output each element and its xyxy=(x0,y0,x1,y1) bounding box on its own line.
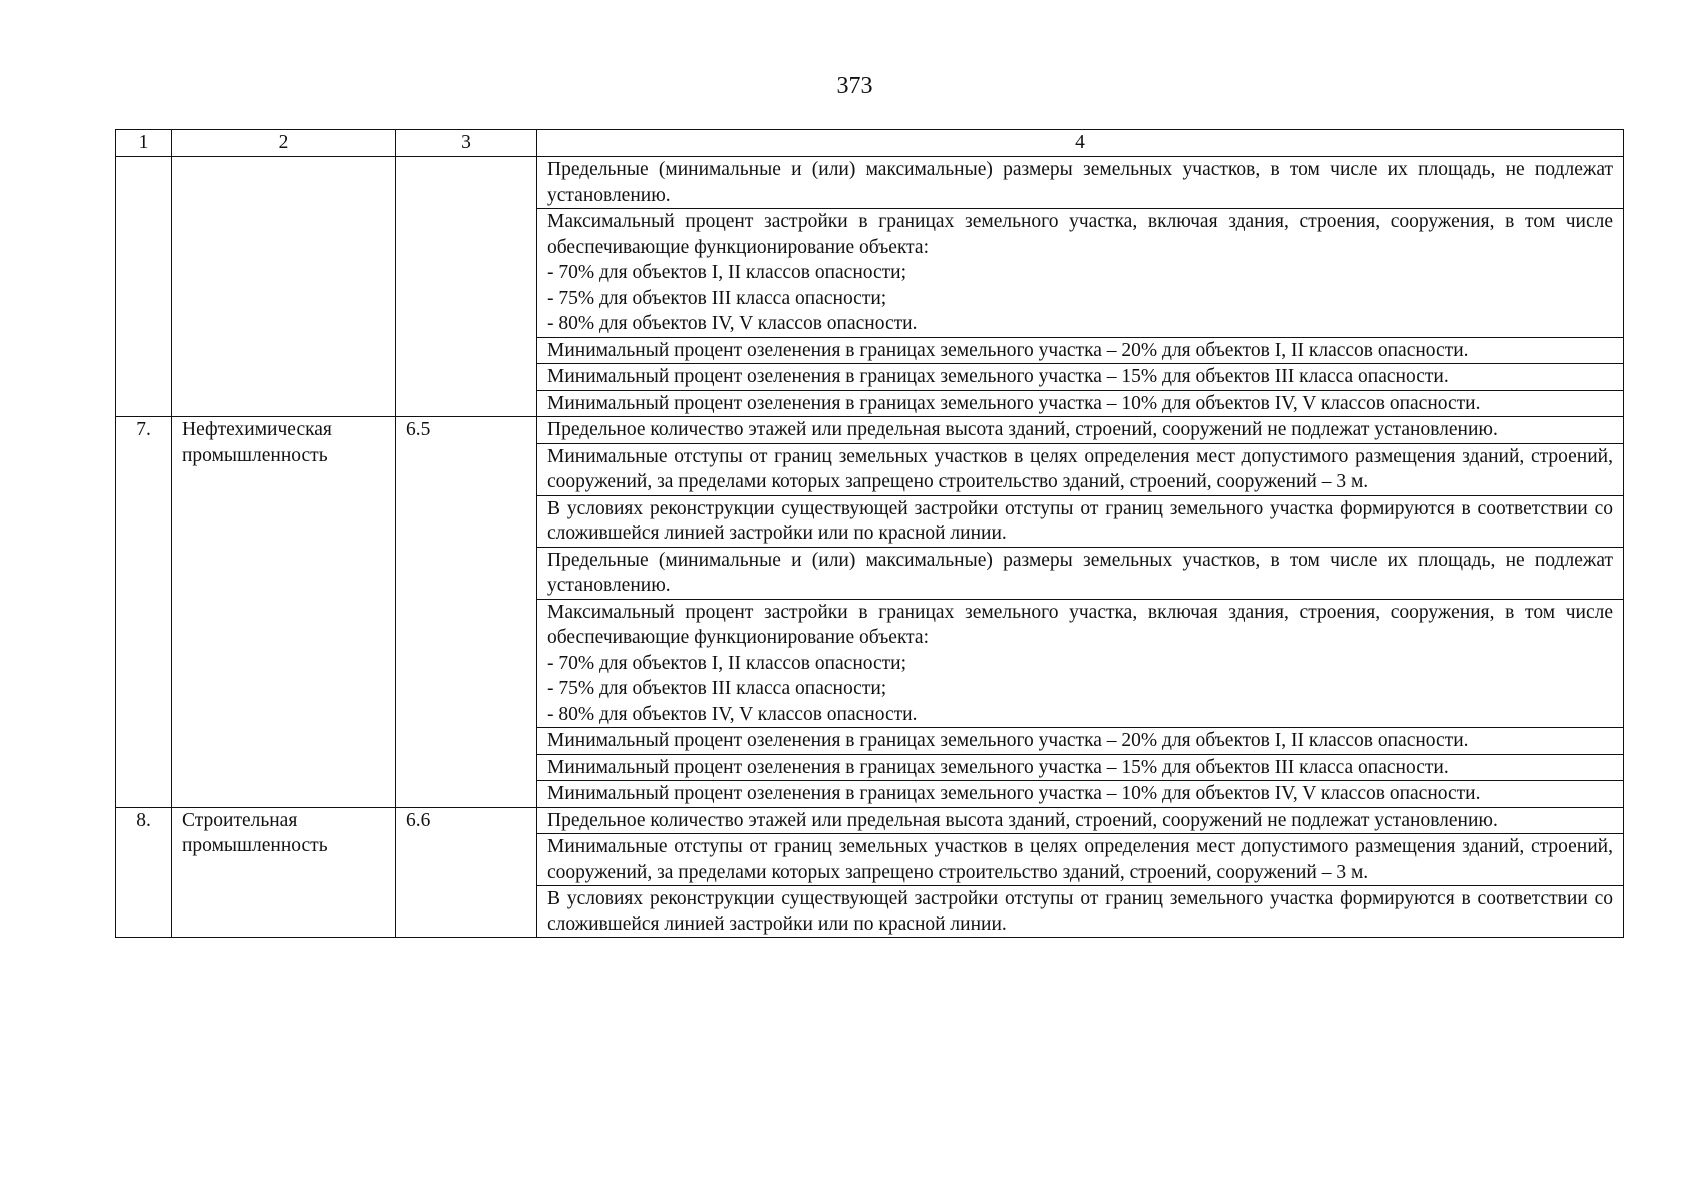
requirement-text: Минимальный процент озеленения в границах земельного участка – 20% для объектов I, II классов опасности. xyxy=(547,339,1469,361)
requirement-text xyxy=(547,600,1613,728)
requirement-text: Минимальный процент озеленения в границах земельного участка – 10% для объектов IV, V классов опасности. xyxy=(547,783,1481,804)
requirement-cell xyxy=(537,443,1624,495)
table-body xyxy=(116,157,1624,938)
requirement-cell xyxy=(537,417,1624,444)
requirement-cell xyxy=(537,209,1624,338)
requirement-cell xyxy=(537,834,1624,886)
use-code: 6.5 xyxy=(396,417,537,808)
requirement-text: Минимальный процент озеленения в границах земельного участка – 20% для объектов I, II классов опасности. xyxy=(547,730,1469,751)
requirement-line: - 75% для объектов III класса опасности; xyxy=(547,678,887,699)
requirement-cell xyxy=(537,728,1624,755)
row-number: 8. xyxy=(116,807,172,938)
row-number xyxy=(116,157,172,417)
requirement-text: Минимальные отступы от границ земельных участков в целях определения мест допустимого размещения зданий, строений, сооружений, за пределами которых запрещено строительство зданий, строений, сооружений – 3 м. xyxy=(547,445,1613,492)
requirement-cell xyxy=(537,157,1624,209)
use-name xyxy=(172,157,396,417)
requirement-text: В условиях реконструкции существующей застройки отступы от границ земельного участка формируются в соответствии со сложившейся линией застройки или по красной линии. xyxy=(547,888,1613,935)
requirement-line: Максимальный процент застройки в границах земельного участка, включая здания, строения, сооружения, в том числе обеспечивающие функционирование объекта: xyxy=(547,211,1613,258)
use-code xyxy=(396,157,537,417)
requirement-text: Минимальный процент озеленения в границах земельного участка – 15% для объектов III класса опасности. xyxy=(547,366,1449,387)
row-number: 7. xyxy=(116,417,172,808)
header-col-2: 2 xyxy=(172,130,396,157)
header-col-1: 1 xyxy=(116,130,172,157)
use-name: Строительная промышленность xyxy=(172,807,396,938)
requirement-line: - 80% для объектов IV, V классов опасности. xyxy=(547,313,918,334)
use-code: 6.6 xyxy=(396,807,537,938)
requirement-cell xyxy=(537,781,1624,808)
regulations-table xyxy=(115,129,1624,938)
requirement-text: Предельные (минимальные и (или) максимальные) размеры земельных участков, в том числе их площадь, не подлежат установлению. xyxy=(547,159,1613,206)
requirement-cell xyxy=(537,495,1624,547)
requirement-text: Минимальный процент озеленения в границах земельного участка – 15% для объектов III класса опасности. xyxy=(547,756,1449,778)
requirement-cell xyxy=(537,599,1624,728)
table-row xyxy=(116,157,1624,209)
requirement-text: Минимальный процент озеленения в границах земельного участка – 10% для объектов IV, V классов опасности. xyxy=(547,392,1481,414)
header-col-4: 4 xyxy=(537,130,1624,157)
requirement-text: Предельное количество этажей или предельная высота зданий, строений, сооружений не подлежат установлению. xyxy=(547,419,1498,440)
requirement-text: Предельные (минимальные и (или) максимальные) размеры земельных участков, в том числе их площадь, не подлежат установлению. xyxy=(547,549,1613,596)
use-name: Нефтехимическая промышленность xyxy=(172,417,396,808)
header-col-3: 3 xyxy=(396,130,537,157)
requirement-cell xyxy=(537,337,1624,364)
requirement-line: - 70% для объектов I, II классов опасности; xyxy=(547,652,907,674)
requirement-cell xyxy=(537,886,1624,938)
requirement-cell xyxy=(537,364,1624,391)
requirement-text: В условиях реконструкции существующей застройки отступы от границ земельного участка формируются в соответствии со сложившейся линией застройки или по красной линии. xyxy=(547,497,1613,544)
table-header-row xyxy=(116,130,1624,157)
requirement-line: - 70% для объектов I, II классов опасности; xyxy=(547,262,907,283)
table-row xyxy=(116,807,1624,834)
requirement-cell xyxy=(537,547,1624,599)
requirement-text: Предельное количество этажей или предельная высота зданий, строений, сооружений не подлежат установлению. xyxy=(547,809,1498,831)
page-number: 373 xyxy=(836,73,873,99)
requirement-line: - 80% для объектов IV, V классов опасности. xyxy=(547,703,918,725)
requirement-cell xyxy=(537,754,1624,781)
table-row xyxy=(116,417,1624,444)
requirement-cell xyxy=(537,390,1624,417)
requirement-text: Минимальные отступы от границ земельных участков в целях определения мест допустимого размещения зданий, строений, сооружений, за пределами которых запрещено строительство зданий, строений, сооружений – 3 м. xyxy=(547,836,1613,883)
requirement-cell xyxy=(537,807,1624,834)
requirement-text xyxy=(547,209,1613,337)
requirement-line: - 75% для объектов III класса опасности; xyxy=(547,287,887,309)
requirement-line: Максимальный процент застройки в границах земельного участка, включая здания, строения, сооружения, в том числе обеспечивающие функционирование объекта: xyxy=(547,601,1613,648)
